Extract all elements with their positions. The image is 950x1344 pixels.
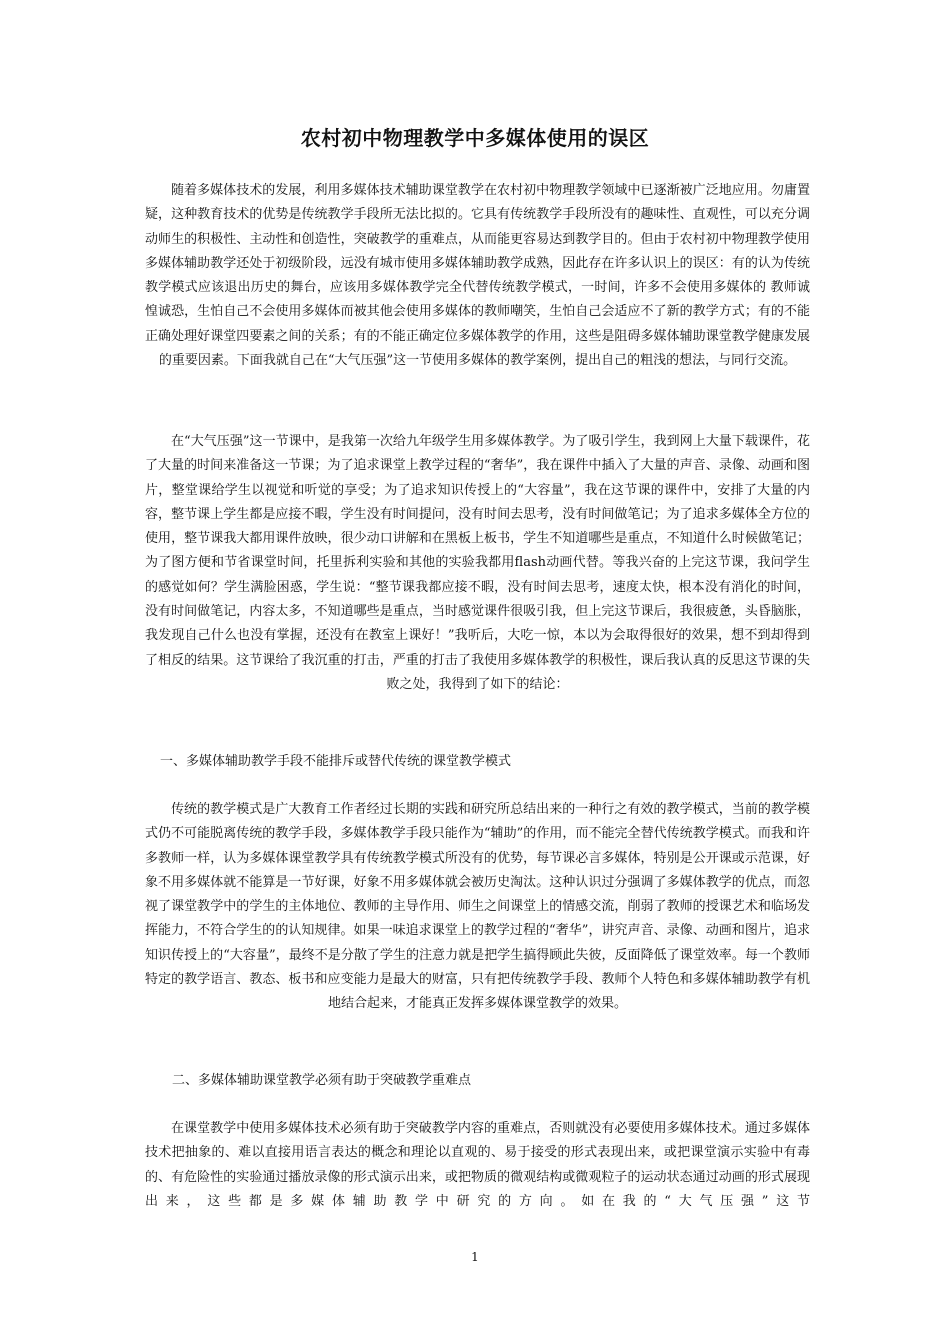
section-heading-1: 一、多媒体辅助教学手段不能排斥或替代传统的课堂教学模式	[160, 754, 512, 769]
section-heading-2: 二、多媒体辅助课堂教学必须有助于突破教学重难点	[172, 1073, 472, 1088]
document-title: 农村初中物理教学中多媒体使用的误区	[300, 126, 650, 150]
section-2-paragraph: 在课堂教学中使用多媒体技术必须有助于突破教学内容的重难点，否则就没有必要使用多媒体技术。通过多媒体技术把抽象的、难以直接用语言表达的概念和理论以直观的、易于接受的形式表现出来，或把课堂演示实验中有毒的、有危险性的实验通过播放录像的形式演示出来，或把物质的微观结构或微观粒子的运动状态通过动画的形式展现出来，这些都是多媒体辅助教学中研究的方向。如在我的“大气压强”这节	[145, 1121, 810, 1209]
case-paragraph: 在“大气压强”这一节课中，是我第一次给九年级学生用多媒体教学。为了吸引学生，我到网上大量下载课件，花了大量的时间来准备这一节课；为了追求课堂上教学过程的“奢华”，我在课件中插入了大量的声音、录像、动画和图片，整堂课给学生以视觉和听觉的享受；为了追求知识传授上的“大容量”，我在这节课的课件中，安排了大量的内容，整节课上学生都是应接不暇，学生没有时间提问，没有时间去思考，没有时间做笔记；为了追求多媒体全方位的使用，整节课我大都用课件放映，很少动口讲解和在黑板上板书，学生不知道哪些是重点，不知道什么时候做笔记；为了图方便和节省课堂时间，托里拆利实验和其他的实验我都用flash动画代替。等我兴奋的上完这节课，我问学生的感觉如何？学生满脸困惑，学生说：“整节课我都应接不暇，没有时间去思考，速度太快，根本没有消化的时间，没有时间做笔记，内容太多，不知道哪些是重点，当时感觉课件很吸引我，但上完这节课后，我很疲惫，头昏脑胀，我发现自己什么也没有掌握，还没有在教室上课好！”我听后，大吃一惊，本以为会取得很好的效果，想不到却得到了相反的结果。这节课给了我沉重的打击，严重的打击了我使用多媒体教学的积极性，课后我认真的反思这节课的失败之处，我得到了如下的结论：	[145, 434, 810, 692]
intro-paragraph: 随着多媒体技术的发展，利用多媒体技术辅助课堂教学在农村初中物理教学领域中已逐渐被广泛地应用。勿庸置疑，这种教育技术的优势是传统教学手段所无法比拟的。它具有传统教学手段所没有的趣味性、直观性，可以充分调动师生的积极性、主动性和创造性，突破教学的重难点，从而能更容易达到教学目的。但由于农村初中物理教学使用多媒体辅助教学还处于初级阶段，远没有城市使用多媒体辅助教学成熟，因此存在许多认识上的误区：有的认为传统教学模式应该退出历史的舞台，应该用多媒体教学完全代替传统教学模式，一时间，许多不会使用多媒体的 教师诚惶诚恐，生怕自己不会使用多媒体而被其他会使用多媒体的教师嘲笑，生怕自己会适应不了新的教学方式；有的不能正确处理好课堂四要素之间的关系；有的不能正确定位多媒体教学的作用，这些是阻碍多媒体辅助课堂教学健康发展的重要因素。下面我就自己在“大气压强”这一节使用多媒体的教学案例，提出自己的粗浅的想法，与同行交流。	[145, 183, 810, 369]
section-1-paragraph: 传统的教学模式是广大教育工作者经过长期的实践和研究所总结出来的一种行之有效的教学模式，当前的教学模式仍不可能脱离传统的教学手段，多媒体教学手段只能作为“辅助”的作用，而不能完全替代传统教学模式。而我和许多教师一样，认为多媒体课堂教学具有传统教学模式所没有的优势，每节课必言多媒体，特别是公开课或示范课，好象不用多媒体就不能算是一节好课，好象不用多媒体就会被历史淘汰。这种认识过分强调了多媒体教学的优点，而忽视了课堂教学中的学生的主体地位、教师的主导作用、师生之间课堂上的情感交流，削弱了教师的授课艺术和临场发挥能力，不符合学生的的认知规律。如果一味追求课堂上的教学过程的“奢华”，讲究声音、录像、动画和图片，追求知识传授上的“大容量”，最终不是分散了学生的注意力就是把学生搞得顾此失彼，反面降低了课堂效率。每一个教师特定的教学语言、教态、板书和应变能力是最大的财富，只有把传统教学手段、教师个人特色和多媒体辅助教学有机地结合起来，才能真正发挥多媒体课堂教学的效果。	[145, 802, 810, 1012]
page-number: 1	[471, 1250, 479, 1264]
